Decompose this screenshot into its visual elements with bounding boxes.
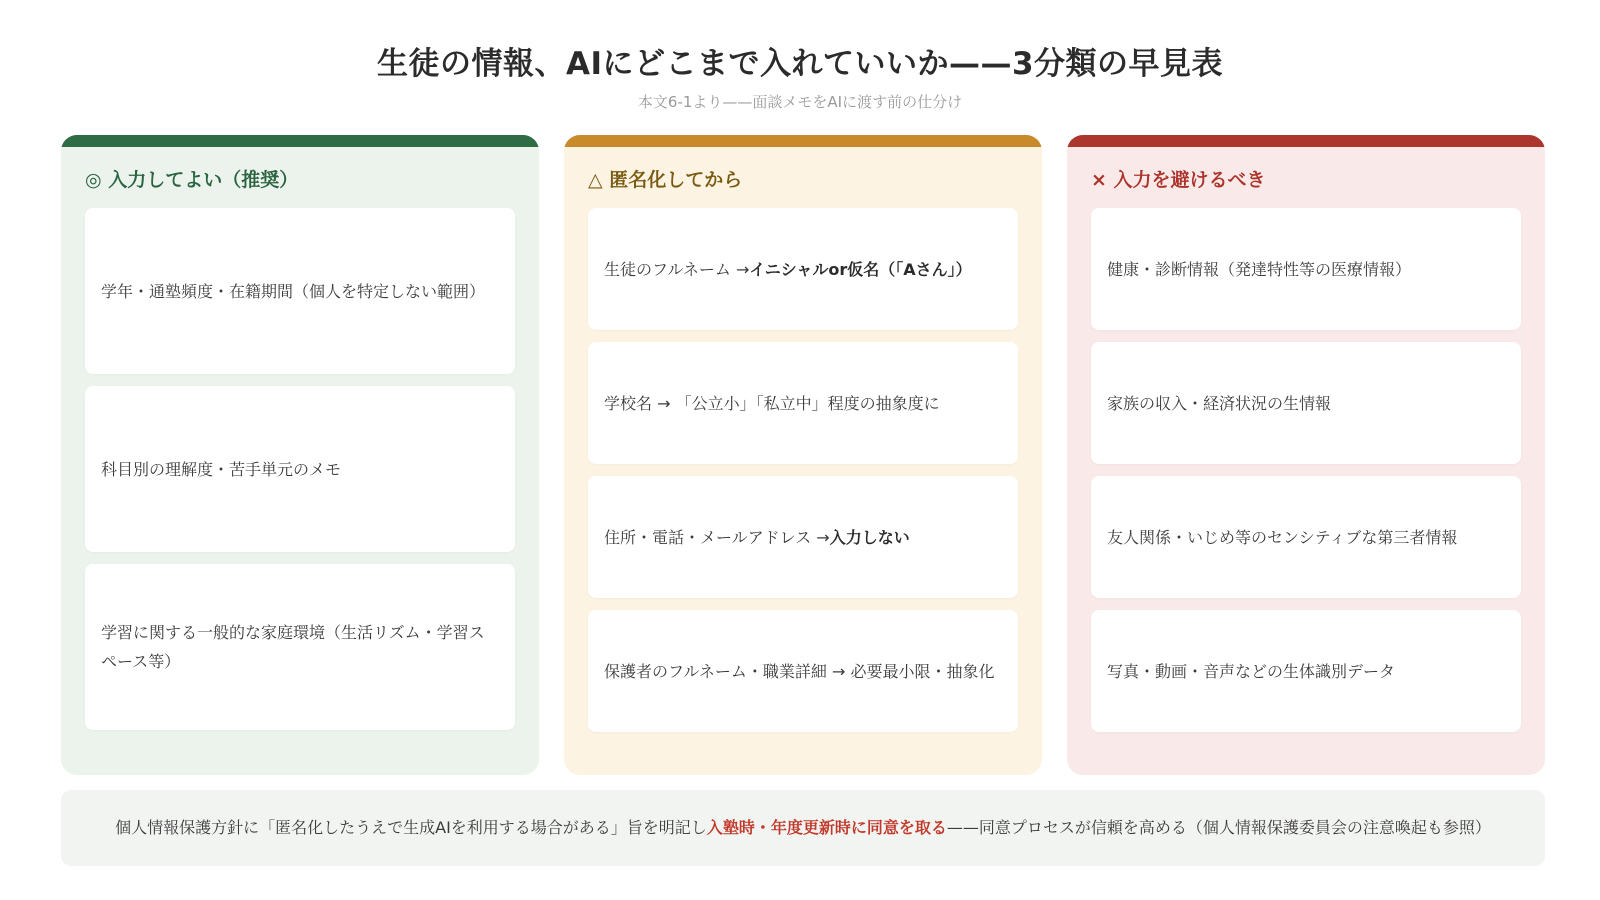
consent-note-text: 個人情報保護方針に「匿名化したうえで生成AIを利用する場合がある」旨を明記し入塾時・年度更新時に同意を取る——同意プロセスが信頼を高める（個人情報保護委員会の注意喚起も参照） bbox=[115, 818, 1491, 837]
card-text: 住所・電話・メールアドレス →入力しない bbox=[604, 527, 910, 547]
info-card bbox=[588, 208, 1018, 330]
info-card bbox=[1091, 610, 1521, 732]
card-text: 学習に関する一般的な家庭環境（生活リズム・学習スペース等） bbox=[101, 623, 485, 671]
column-heading-avoid: × 入力を避けるべき bbox=[1091, 169, 1266, 191]
classification-columns bbox=[61, 135, 1545, 775]
card-text: 保護者のフルネーム・職業詳細 → 必要最小限・抽象化 bbox=[604, 661, 995, 681]
card-text: 家族の収入・経済状況の生情報 bbox=[1107, 393, 1332, 413]
card-text: 友人関係・いじめ等のセンシティブな第三者情報 bbox=[1107, 527, 1458, 547]
page-title: 生徒の情報、AIにどこまで入れていいか——3分類の早見表 bbox=[376, 46, 1224, 82]
info-card bbox=[1091, 208, 1521, 330]
card-text: 学年・通塾頻度・在籍期間（個人を特定しない範囲） bbox=[101, 281, 486, 301]
card-text: 健康・診断情報（発達特性等の医療情報） bbox=[1107, 259, 1412, 279]
column-anonymize bbox=[564, 135, 1042, 775]
info-card bbox=[85, 386, 515, 552]
info-card bbox=[85, 208, 515, 374]
info-card bbox=[1091, 342, 1521, 464]
column-accent-bar bbox=[564, 135, 1042, 147]
info-card bbox=[1091, 476, 1521, 598]
info-card bbox=[588, 342, 1018, 464]
column-accent-bar bbox=[1067, 135, 1545, 147]
column-heading-anonymize: △ 匿名化してから bbox=[588, 169, 743, 191]
column-accent-bar bbox=[61, 135, 539, 147]
info-card bbox=[85, 564, 515, 730]
page-subtitle: 本文6-1より——面談メモをAIに渡す前の仕分け bbox=[637, 93, 963, 111]
consent-note bbox=[61, 790, 1545, 866]
column-allowed bbox=[61, 135, 539, 775]
info-card bbox=[588, 610, 1018, 732]
card-text: 科目別の理解度・苦手単元のメモ bbox=[101, 459, 342, 479]
consent-emphasis: 入塾時・年度更新時に同意を取る bbox=[706, 818, 947, 837]
card-text: 写真・動画・音声などの生体識別データ bbox=[1107, 661, 1396, 681]
card-text: 生徒のフルネーム →イニシャルor仮名（「Aさん」） bbox=[604, 259, 972, 279]
column-heading-allowed: ◎ 入力してよい（推奨） bbox=[85, 169, 299, 191]
info-card bbox=[588, 476, 1018, 598]
column-avoid bbox=[1067, 135, 1545, 775]
card-text: 学校名 → 「公立小」「私立中」程度の抽象度に bbox=[604, 393, 940, 413]
